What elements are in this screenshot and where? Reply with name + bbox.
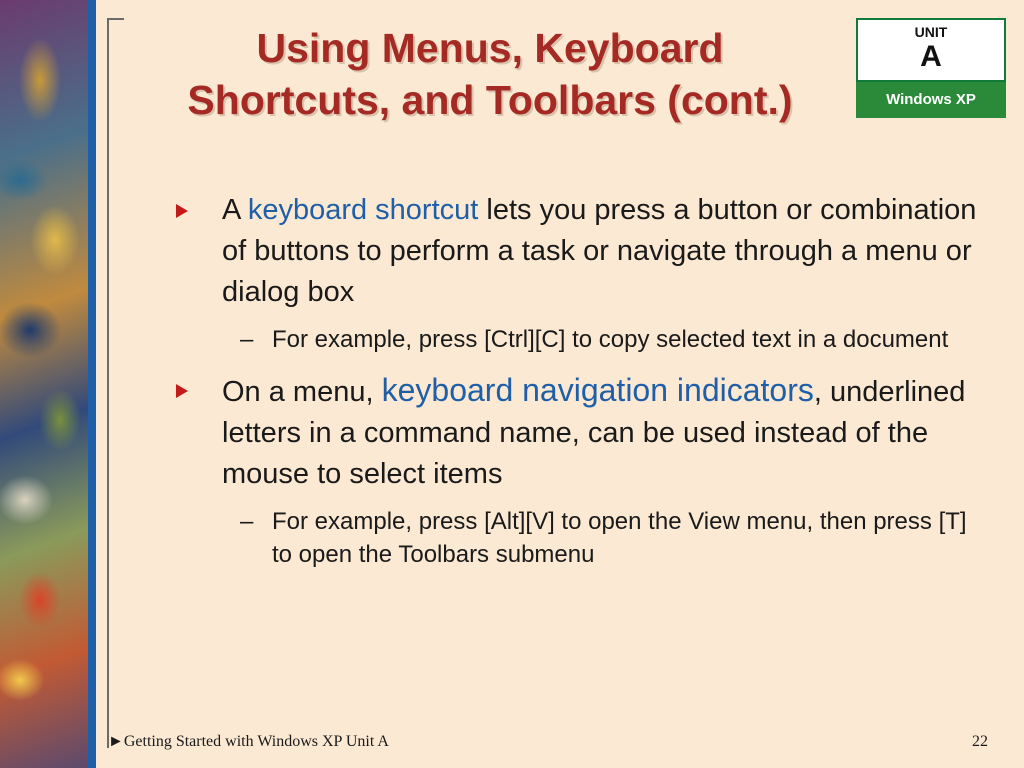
- logo-unit-letter: A: [920, 40, 942, 73]
- unit-logo: [856, 18, 1006, 118]
- bullet-text: , underlined letters in a command name, can be used instead of the mouse to select items: [222, 376, 966, 490]
- sub-bullet-text: For example, press [Alt][V] to open the View menu, then press [T] to open the Toolbars submenu: [272, 508, 967, 568]
- bullet-arrow-icon: [176, 204, 188, 218]
- footer-arrow-icon: ►: [108, 733, 124, 750]
- slide-content: [170, 190, 990, 585]
- decorative-painting: [0, 0, 88, 768]
- bullet-prefix: A: [222, 194, 248, 226]
- sub-bullet-item: [170, 323, 990, 356]
- frame-line-vertical: [107, 18, 109, 748]
- bullet-text: lets you press a button or combination of buttons to perform a task or navigate through a menu or dialog box: [222, 194, 977, 308]
- logo-unit-text: UNIT: [914, 24, 948, 40]
- bullet-arrow-icon: [176, 384, 188, 398]
- logo-unit-box: [856, 18, 1006, 82]
- slide-footer: [108, 733, 389, 751]
- slide-title: [120, 22, 860, 126]
- bullet-term: keyboard shortcut: [247, 194, 479, 226]
- bullet-item: [170, 190, 990, 313]
- page-number: 22: [972, 733, 988, 750]
- bullet-item: [170, 370, 990, 495]
- logo-product-text: Windows XP: [856, 82, 1006, 118]
- sub-bullet-dash: –: [240, 508, 254, 535]
- accent-bar: [88, 0, 96, 768]
- sub-bullet-item: [170, 505, 990, 571]
- sub-bullet-dash: –: [240, 326, 254, 353]
- title-line-2: Shortcuts, and Toolbars (cont.): [187, 77, 793, 123]
- bullet-prefix: On a menu,: [222, 376, 382, 408]
- frame-line-horizontal: [107, 18, 124, 20]
- sub-bullet-text: For example, press [Ctrl][C] to copy selected text in a document: [272, 326, 949, 353]
- title-line-1: Using Menus, Keyboard: [256, 25, 724, 71]
- bullet-term: keyboard navigation indicators: [381, 372, 814, 408]
- footer-text: Getting Started with Windows XP Unit A: [123, 733, 389, 750]
